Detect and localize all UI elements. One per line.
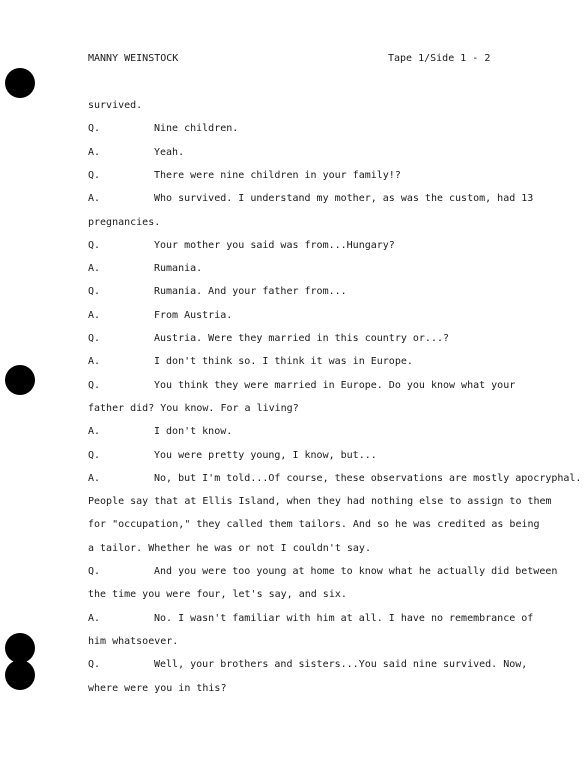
speaker-label: A. (88, 263, 101, 275)
transcript-line (88, 99, 558, 113)
line-text: Austria. Were they married in this country or...? (154, 333, 450, 344)
line-text: Your mother you said was from...Hungary? (154, 239, 395, 251)
speaker-label: A. (88, 612, 101, 624)
speaker-label: Q. (88, 333, 101, 344)
line-text: There were nine children in your family!? (154, 169, 401, 181)
line-text: where were you in this? (88, 682, 227, 694)
transcript-line (88, 495, 558, 509)
transcript-line (88, 355, 558, 369)
speaker-label: A. (88, 426, 101, 438)
line-text: father did? You know. For a living? (88, 402, 299, 414)
transcript-line (88, 192, 558, 206)
transcript-line (88, 216, 558, 230)
transcript-line (88, 379, 558, 393)
transcript-line (88, 449, 558, 463)
speaker-label: Q. (88, 286, 101, 298)
speaker-label: A. (88, 472, 101, 484)
transcript-line (88, 332, 558, 346)
line-text: pregnancies. (88, 216, 161, 228)
line-text: a tailor. Whether he was or not I couldn't say. (88, 542, 371, 554)
transcript-line (88, 122, 558, 136)
binder-hole-1 (5, 68, 35, 98)
line-text: I don't think so. I think it was in Europe. (154, 356, 413, 368)
line-text: From Austria. (154, 309, 233, 321)
speaker-label: Q. (88, 379, 101, 391)
line-text: survived. (88, 100, 143, 111)
binder-hole-2 (5, 365, 35, 395)
transcript-line (88, 239, 558, 253)
speaker-label: Q. (88, 566, 101, 577)
transcript-line (88, 542, 558, 556)
transcript-line (88, 425, 558, 439)
line-text: I don't know. (154, 426, 233, 438)
transcript-line (88, 309, 558, 323)
speaker-label: A. (88, 309, 101, 321)
transcript-line (88, 169, 558, 183)
line-text: for "occupation," they called them tailors. And so he was credited as being (88, 519, 540, 531)
line-text: You were pretty young, I know, but... (154, 449, 377, 461)
page-header (88, 53, 491, 67)
line-text: People say that at Ellis Island, when they had nothing else to assign to them (88, 496, 552, 508)
line-text: Who survived. I understand my mother, as was the custom, had 13 (154, 193, 534, 205)
speaker-label: Q. (88, 169, 101, 181)
speaker-label: A. (88, 146, 101, 158)
transcript-line (88, 658, 558, 672)
speaker-label: A. (88, 193, 101, 205)
line-text: No. I wasn't familiar with him at all. I have no remembrance of (154, 612, 534, 624)
line-text: him whatsoever. (88, 635, 179, 647)
line-text: Well, your brothers and sisters...You said nine survived. Now, (154, 659, 528, 671)
binder-hole-3 (5, 633, 35, 663)
transcript-line (88, 518, 558, 532)
transcript-line (88, 146, 558, 160)
transcript-line (88, 588, 558, 602)
line-text: No, but I'm told...Of course, these observations are mostly apocryphal. (154, 472, 582, 484)
line-text: You think they were married in Europe. Do you know what your (154, 379, 516, 391)
transcript-line (88, 402, 558, 416)
line-text: Rumania. (154, 263, 203, 275)
line-text: the time you were four, let's say, and six. (88, 589, 347, 601)
speaker-label: Q. (88, 449, 101, 461)
line-text: Yeah. (154, 146, 185, 158)
transcript-line (88, 682, 558, 696)
binder-hole-4 (5, 660, 35, 690)
transcript-line (88, 285, 558, 299)
transcript-line (88, 635, 558, 649)
speaker-label: A. (88, 356, 101, 368)
transcript-line (88, 472, 582, 486)
transcript-line (88, 262, 558, 276)
speaker-label: Q. (88, 239, 101, 251)
tape-label: Tape 1/Side 1 - 2 (388, 53, 491, 64)
line-text: And you were too young at home to know what he actually did between (154, 566, 558, 577)
speaker-label: Q. (88, 659, 101, 671)
interviewee-name: MANNY WEINSTOCK (88, 53, 179, 64)
line-text: Nine children. (154, 123, 239, 135)
transcript-line (88, 565, 558, 579)
speaker-label: Q. (88, 123, 101, 135)
transcript-line (88, 612, 558, 626)
line-text: Rumania. And your father from... (154, 286, 347, 298)
